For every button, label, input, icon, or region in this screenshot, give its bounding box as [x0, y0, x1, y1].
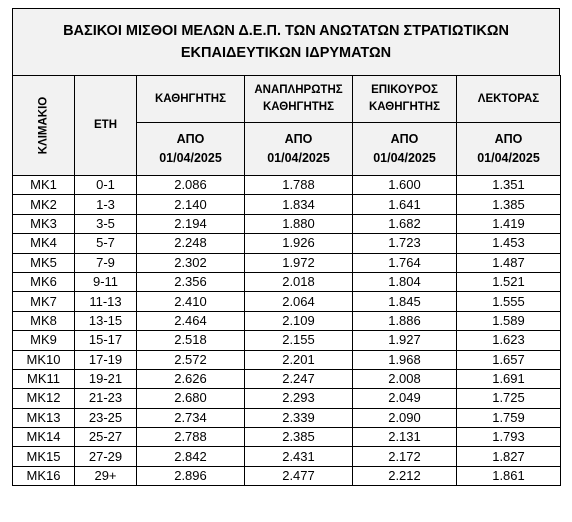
cell-klimakio: ΜΚ15	[13, 447, 75, 466]
table-row	[13, 466, 561, 485]
cell-klimakio: ΜΚ4	[13, 234, 75, 253]
cell-kathigitis: 2.464	[137, 311, 245, 330]
cell-anaplirotis: 2.247	[245, 369, 353, 388]
cell-epikouros: 1.845	[353, 292, 457, 311]
cell-epikouros: 1.968	[353, 350, 457, 369]
cell-lektoras: 1.759	[457, 408, 561, 427]
cell-klimakio: ΜΚ8	[13, 311, 75, 330]
salary-table	[12, 75, 561, 486]
salary-document	[12, 8, 560, 486]
cell-eti: 11-13	[75, 292, 137, 311]
table-row	[13, 253, 561, 272]
cell-epikouros: 1.641	[353, 195, 457, 214]
cell-lektoras: 1.589	[457, 311, 561, 330]
cell-eti: 21-23	[75, 389, 137, 408]
cell-epikouros: 2.212	[353, 466, 457, 485]
cell-epikouros: 2.049	[353, 389, 457, 408]
title-line-1: ΒΑΣΙΚΟΙ ΜΙΣΘΟΙ ΜΕΛΩΝ Δ.Ε.Π. ΤΩΝ ΑΝΩΤΑΤΩΝ ΣΤΡΑΤΙΩΤΙΚΩΝ	[63, 23, 509, 39]
cell-epikouros: 2.090	[353, 408, 457, 427]
cell-lektoras: 1.861	[457, 466, 561, 485]
cell-lektoras: 1.521	[457, 272, 561, 291]
header-klimakio: ΚΛΙΜΑΚΙΟ	[13, 76, 75, 176]
cell-kathigitis: 2.734	[137, 408, 245, 427]
cell-eti: 5-7	[75, 234, 137, 253]
table-row	[13, 234, 561, 253]
cell-lektoras: 1.385	[457, 195, 561, 214]
cell-klimakio: ΜΚ11	[13, 369, 75, 388]
cell-anaplirotis: 1.926	[245, 234, 353, 253]
cell-kathigitis: 2.518	[137, 331, 245, 350]
cell-lektoras: 1.453	[457, 234, 561, 253]
cell-kathigitis: 2.302	[137, 253, 245, 272]
title-line-2: ΕΚΠΑΙΔΕΥΤΙΚΩΝ ΙΔΡΥΜΑΤΩΝ	[180, 45, 392, 61]
cell-kathigitis: 2.086	[137, 176, 245, 195]
header-col-3: ΛΕΚΤΟΡΑΣ	[457, 76, 561, 123]
cell-eti: 1-3	[75, 195, 137, 214]
cell-eti: 27-29	[75, 447, 137, 466]
cell-anaplirotis: 2.109	[245, 311, 353, 330]
cell-klimakio: ΜΚ6	[13, 272, 75, 291]
cell-eti: 23-25	[75, 408, 137, 427]
cell-epikouros: 1.723	[353, 234, 457, 253]
cell-eti: 29+	[75, 466, 137, 485]
cell-klimakio: ΜΚ7	[13, 292, 75, 311]
cell-anaplirotis: 2.018	[245, 272, 353, 291]
cell-eti: 19-21	[75, 369, 137, 388]
table-row	[13, 311, 561, 330]
cell-epikouros: 1.600	[353, 176, 457, 195]
header-col-0: ΚΑΘΗΓΗΤΗΣ	[137, 76, 245, 123]
cell-klimakio: ΜΚ9	[13, 331, 75, 350]
header-date-1: ΑΠΟ 01/04/2025	[245, 123, 353, 176]
cell-anaplirotis: 2.385	[245, 428, 353, 447]
cell-kathigitis: 2.896	[137, 466, 245, 485]
cell-kathigitis: 2.626	[137, 369, 245, 388]
cell-klimakio: ΜΚ5	[13, 253, 75, 272]
cell-epikouros: 1.764	[353, 253, 457, 272]
cell-kathigitis: 2.572	[137, 350, 245, 369]
cell-anaplirotis: 2.339	[245, 408, 353, 427]
cell-lektoras: 1.691	[457, 369, 561, 388]
cell-epikouros: 2.172	[353, 447, 457, 466]
table-row	[13, 176, 561, 195]
table-row	[13, 292, 561, 311]
cell-anaplirotis: 1.788	[245, 176, 353, 195]
cell-eti: 13-15	[75, 311, 137, 330]
header-date-3: ΑΠΟ 01/04/2025	[457, 123, 561, 176]
cell-lektoras: 1.419	[457, 214, 561, 233]
cell-lektoras: 1.657	[457, 350, 561, 369]
cell-anaplirotis: 1.834	[245, 195, 353, 214]
header-col-2: ΕΠΙΚΟΥΡΟΣ ΚΑΘΗΓΗΤΗΣ	[353, 76, 457, 123]
cell-epikouros: 2.008	[353, 369, 457, 388]
cell-kathigitis: 2.140	[137, 195, 245, 214]
table-row	[13, 369, 561, 388]
cell-kathigitis: 2.248	[137, 234, 245, 253]
cell-eti: 7-9	[75, 253, 137, 272]
cell-eti: 25-27	[75, 428, 137, 447]
cell-kathigitis: 2.842	[137, 447, 245, 466]
table-row	[13, 447, 561, 466]
cell-eti: 9-11	[75, 272, 137, 291]
cell-epikouros: 1.927	[353, 331, 457, 350]
table-body	[13, 176, 561, 486]
cell-epikouros: 2.131	[353, 428, 457, 447]
cell-anaplirotis: 1.880	[245, 214, 353, 233]
table-row	[13, 214, 561, 233]
table-row	[13, 272, 561, 291]
cell-klimakio: ΜΚ1	[13, 176, 75, 195]
cell-anaplirotis: 2.155	[245, 331, 353, 350]
cell-eti: 0-1	[75, 176, 137, 195]
cell-anaplirotis: 2.477	[245, 466, 353, 485]
cell-lektoras: 1.793	[457, 428, 561, 447]
cell-anaplirotis: 2.064	[245, 292, 353, 311]
table-row	[13, 389, 561, 408]
cell-lektoras: 1.487	[457, 253, 561, 272]
cell-eti: 15-17	[75, 331, 137, 350]
table-row	[13, 350, 561, 369]
header-eti: ΕΤΗ	[75, 76, 137, 176]
header-col-1: ΑΝΑΠΛΗΡΩΤΗΣ ΚΑΘΗΓΗΤΗΣ	[245, 76, 353, 123]
cell-eti: 17-19	[75, 350, 137, 369]
cell-klimakio: ΜΚ12	[13, 389, 75, 408]
cell-kathigitis: 2.788	[137, 428, 245, 447]
cell-epikouros: 1.804	[353, 272, 457, 291]
cell-anaplirotis: 2.201	[245, 350, 353, 369]
cell-klimakio: ΜΚ14	[13, 428, 75, 447]
table-row	[13, 408, 561, 427]
cell-kathigitis: 2.680	[137, 389, 245, 408]
document-title	[12, 8, 560, 75]
cell-klimakio: ΜΚ16	[13, 466, 75, 485]
cell-lektoras: 1.351	[457, 176, 561, 195]
cell-klimakio: ΜΚ3	[13, 214, 75, 233]
cell-klimakio: ΜΚ10	[13, 350, 75, 369]
cell-anaplirotis: 1.972	[245, 253, 353, 272]
cell-lektoras: 1.725	[457, 389, 561, 408]
cell-lektoras: 1.623	[457, 331, 561, 350]
cell-kathigitis: 2.410	[137, 292, 245, 311]
table-row	[13, 195, 561, 214]
header-date-0: ΑΠΟ 01/04/2025	[137, 123, 245, 176]
cell-anaplirotis: 2.431	[245, 447, 353, 466]
header-date-2: ΑΠΟ 01/04/2025	[353, 123, 457, 176]
cell-kathigitis: 2.356	[137, 272, 245, 291]
cell-epikouros: 1.886	[353, 311, 457, 330]
cell-lektoras: 1.555	[457, 292, 561, 311]
cell-klimakio: ΜΚ2	[13, 195, 75, 214]
cell-lektoras: 1.827	[457, 447, 561, 466]
cell-klimakio: ΜΚ13	[13, 408, 75, 427]
cell-epikouros: 1.682	[353, 214, 457, 233]
cell-kathigitis: 2.194	[137, 214, 245, 233]
cell-eti: 3-5	[75, 214, 137, 233]
table-row	[13, 331, 561, 350]
table-row	[13, 428, 561, 447]
cell-anaplirotis: 2.293	[245, 389, 353, 408]
